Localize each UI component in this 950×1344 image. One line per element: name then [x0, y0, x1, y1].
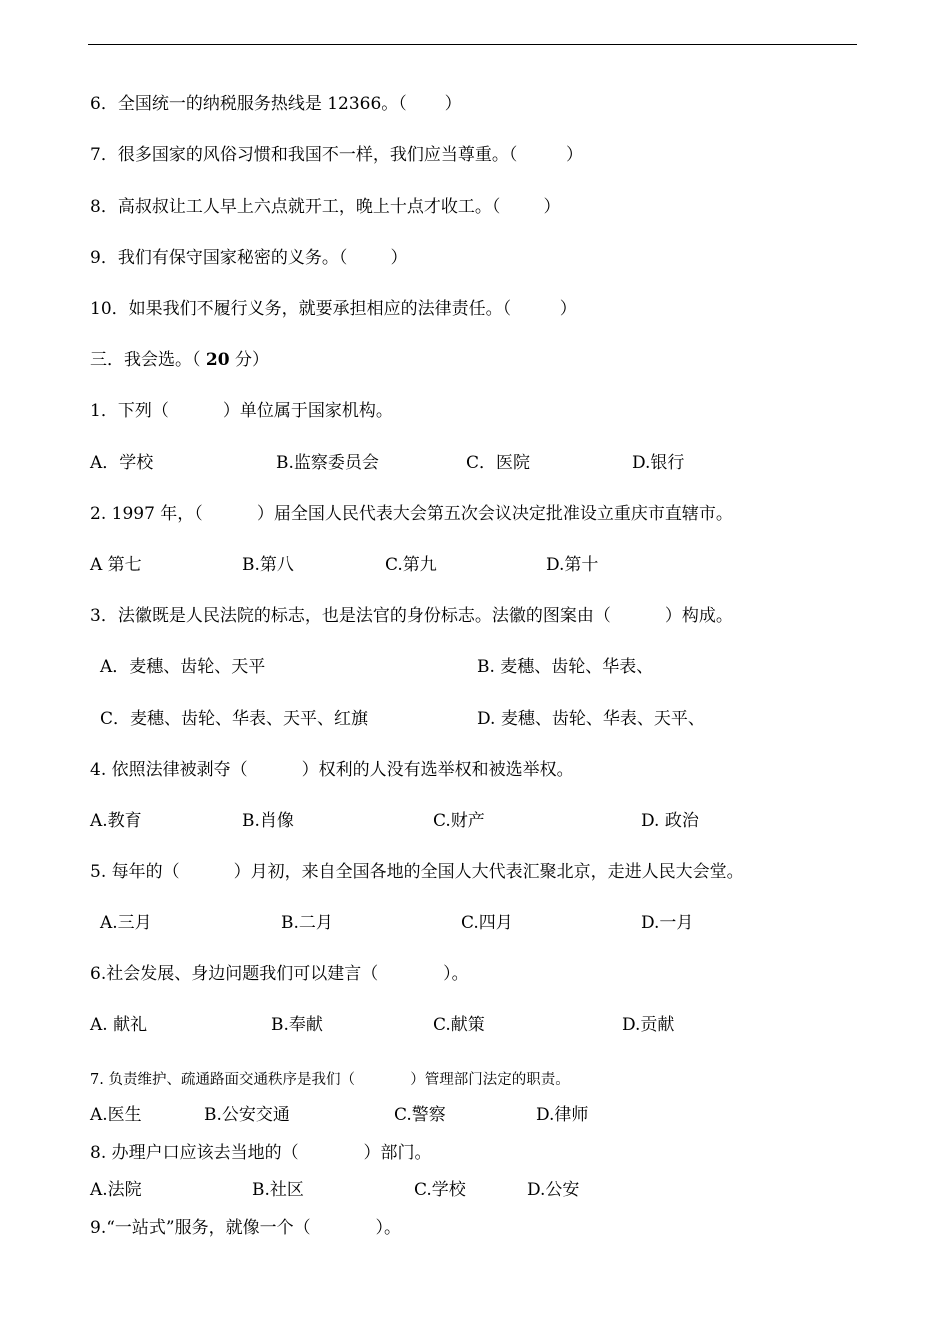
q5-option-c: C.四月 [461, 913, 513, 933]
question-5-stem: 5. 每年的（ ）月初，来自全国各地的全国人大代表汇聚北京，走进人民大会堂。 [90, 862, 744, 882]
q8-option-a: A.法院 [90, 1180, 142, 1200]
q6-option-d: D.贡献 [622, 1015, 675, 1035]
section-3-suffix: 分） [229, 350, 269, 370]
q1-option-b: B.监察委员会 [276, 453, 379, 473]
q3-option-a: A．麦穗、齿轮、天平 [100, 657, 266, 677]
section-3-heading [90, 349, 269, 371]
q2-option-c: C.第九 [385, 555, 437, 575]
tf-item-7: 7．很多国家的风俗习惯和我国不一样，我们应当尊重。（ ） [90, 145, 583, 165]
q2-option-d: D.第十 [546, 555, 599, 575]
question-8-stem: 8. 办理户口应该去当地的（ ）部门。 [90, 1143, 432, 1163]
tf-item-6: 6．全国统一的纳税服务热线是 12366。（ ） [90, 94, 462, 114]
q2-option-a: A 第七 [90, 555, 142, 575]
header-rule [88, 44, 857, 45]
q4-option-d: D. 政治 [641, 811, 699, 831]
q2-option-b: B.第八 [242, 555, 294, 575]
tf-item-9: 9．我们有保守国家秘密的义务。（ ） [90, 248, 408, 268]
q4-option-c: C.财产 [433, 811, 485, 831]
q4-option-a: A.教育 [90, 811, 142, 831]
question-9-stem: 9.“一站式”服务，就像一个（ ）。 [90, 1218, 401, 1238]
section-3-prefix: 三．我会选。（ [90, 350, 206, 370]
question-2-stem: 2. 1997 年，（ ）届全国人民代表大会第五次会议决定批准设立重庆市直辖市。 [90, 504, 733, 524]
tf-item-10: 10．如果我们不履行义务，就要承担相应的法律责任。（ ） [90, 299, 577, 319]
q1-option-a: A．学校 [90, 453, 154, 473]
q1-option-d: D.银行 [632, 453, 685, 473]
q7-option-d: D.律师 [536, 1105, 589, 1125]
q6-option-a: A. 献礼 [90, 1015, 148, 1035]
q6-option-b: B.奉献 [271, 1015, 323, 1035]
q8-option-c: C.学校 [414, 1180, 466, 1200]
q4-option-b: B.肖像 [242, 811, 294, 831]
question-3-stem: 3．法徽既是人民法院的标志，也是法官的身份标志。法徽的图案由（ ）构成。 [90, 606, 733, 626]
q7-option-b: B.公安交通 [204, 1105, 290, 1125]
question-6-stem: 6.社会发展、身边问题我们可以建言（ ）。 [90, 964, 469, 984]
q6-option-c: C.献策 [433, 1015, 485, 1035]
q7-option-a: A.医生 [90, 1105, 142, 1125]
q3-option-b: B. 麦穗、齿轮、华表、 [477, 657, 654, 677]
question-1-stem: 1．下列（ ）单位属于国家机构。 [90, 401, 393, 421]
q3-option-c: C．麦穗、齿轮、华表、天平、红旗 [100, 709, 369, 729]
q3-option-d: D. 麦穗、齿轮、华表、天平、 [477, 709, 705, 729]
q5-option-d: D.一月 [641, 913, 694, 933]
section-3-score: 20 [205, 350, 230, 370]
q5-option-b: B.二月 [281, 913, 333, 933]
question-4-stem: 4. 依照法律被剥夺（ ）权利的人没有选举权和被选举权。 [90, 760, 574, 780]
q7-option-c: C.警察 [394, 1105, 446, 1125]
q8-option-d: D.公安 [527, 1180, 580, 1200]
tf-item-8: 8．高叔叔让工人早上六点就开工，晚上十点才收工。（ ） [90, 197, 561, 217]
q8-option-b: B.社区 [252, 1180, 304, 1200]
q5-option-a: A.三月 [100, 913, 152, 933]
q1-option-c: C．医院 [466, 453, 531, 473]
question-7-stem: 7. 负责维护、疏通路面交通秩序是我们（ ）管理部门法定的职责。 [90, 1072, 570, 1088]
